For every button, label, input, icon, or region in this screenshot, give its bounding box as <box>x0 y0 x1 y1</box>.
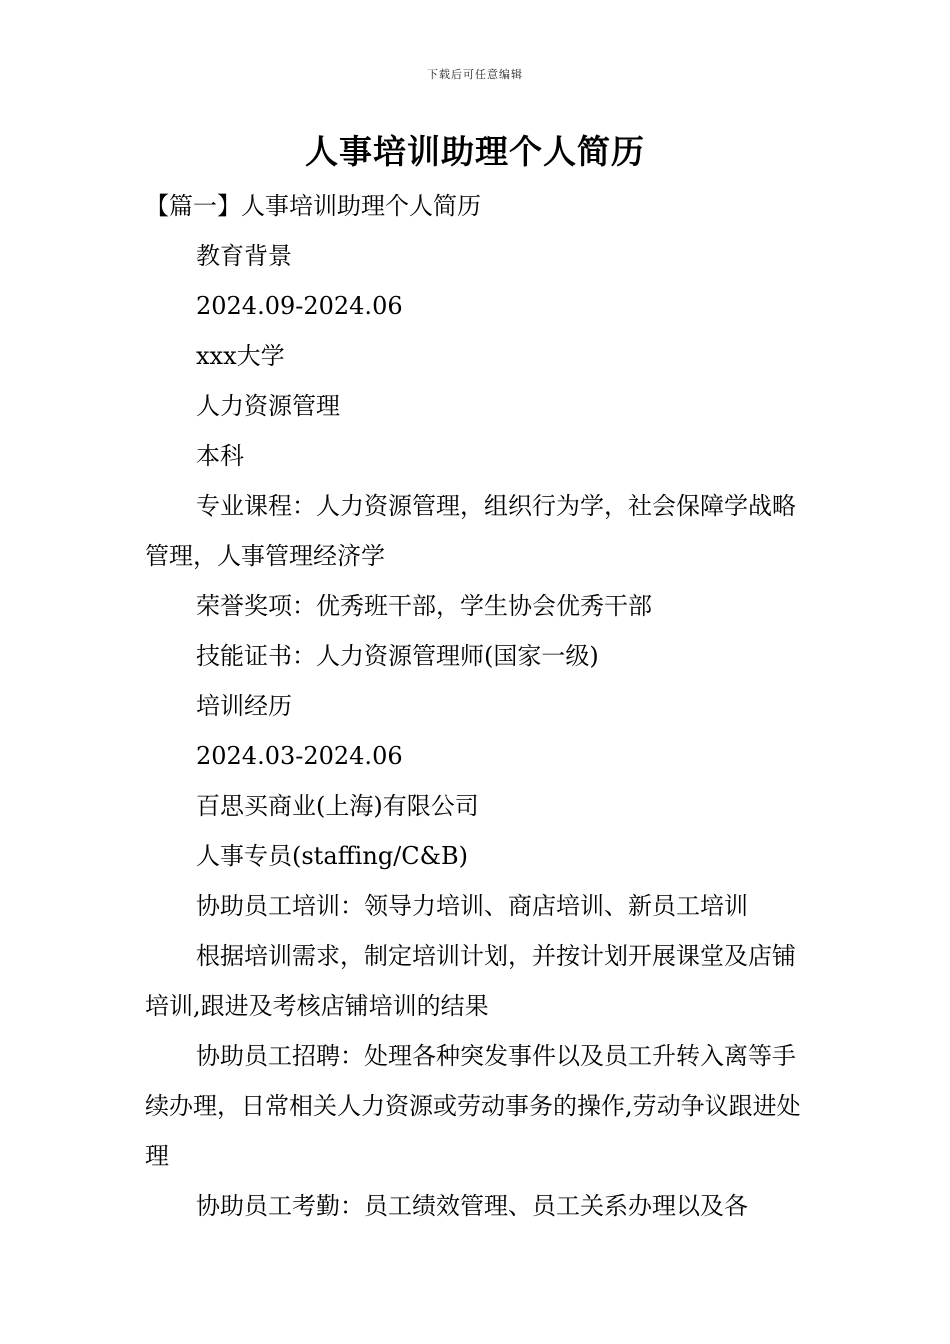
document-title: 人事培训助理个人简历 <box>305 132 645 171</box>
duty-training: 协助员工培训：领导力培训、商店培训、新员工培训 <box>196 892 748 920</box>
education-certificates: 技能证书：人力资源管理师(国家一级) <box>196 642 599 670</box>
training-dates: 2024.03-2024.06 <box>196 742 403 770</box>
document-body <box>145 181 807 1231</box>
section-heading: 【篇一】人事培训助理个人简历 <box>145 192 481 220</box>
duty-attendance: 协助员工考勤：员工绩效管理、员工关系办理以及各 <box>196 1192 748 1220</box>
training-company: 百思买商业(上海)有限公司 <box>196 792 479 820</box>
subheading-training: 培训经历 <box>196 692 292 720</box>
education-dates: 2024.09-2024.06 <box>196 292 403 320</box>
education-major: 人力资源管理 <box>196 392 340 420</box>
education-degree: 本科 <box>196 442 244 470</box>
training-position: 人事专员(staffing/C&B) <box>196 842 468 870</box>
education-courses: 专业课程：人力资源管理，组织行为学，社会保障学战略管理，人事管理经济学 <box>145 492 796 570</box>
duty-recruitment: 协助员工招聘：处理各种突发事件以及员工升转入离等手续办理，日常相关人力资源或劳动事务的操作,劳动争议跟进处理 <box>145 1042 801 1170</box>
education-school: xxx大学 <box>196 342 285 370</box>
education-honors: 荣誉奖项：优秀班干部，学生协会优秀干部 <box>196 592 652 620</box>
subheading-education: 教育背景 <box>196 242 292 270</box>
duty-training-plan: 根据培训需求，制定培训计划，并按计划开展课堂及店铺培训,跟进及考核店铺培训的结果 <box>145 942 796 1020</box>
header-note: 下载后可任意编辑 <box>427 68 523 81</box>
